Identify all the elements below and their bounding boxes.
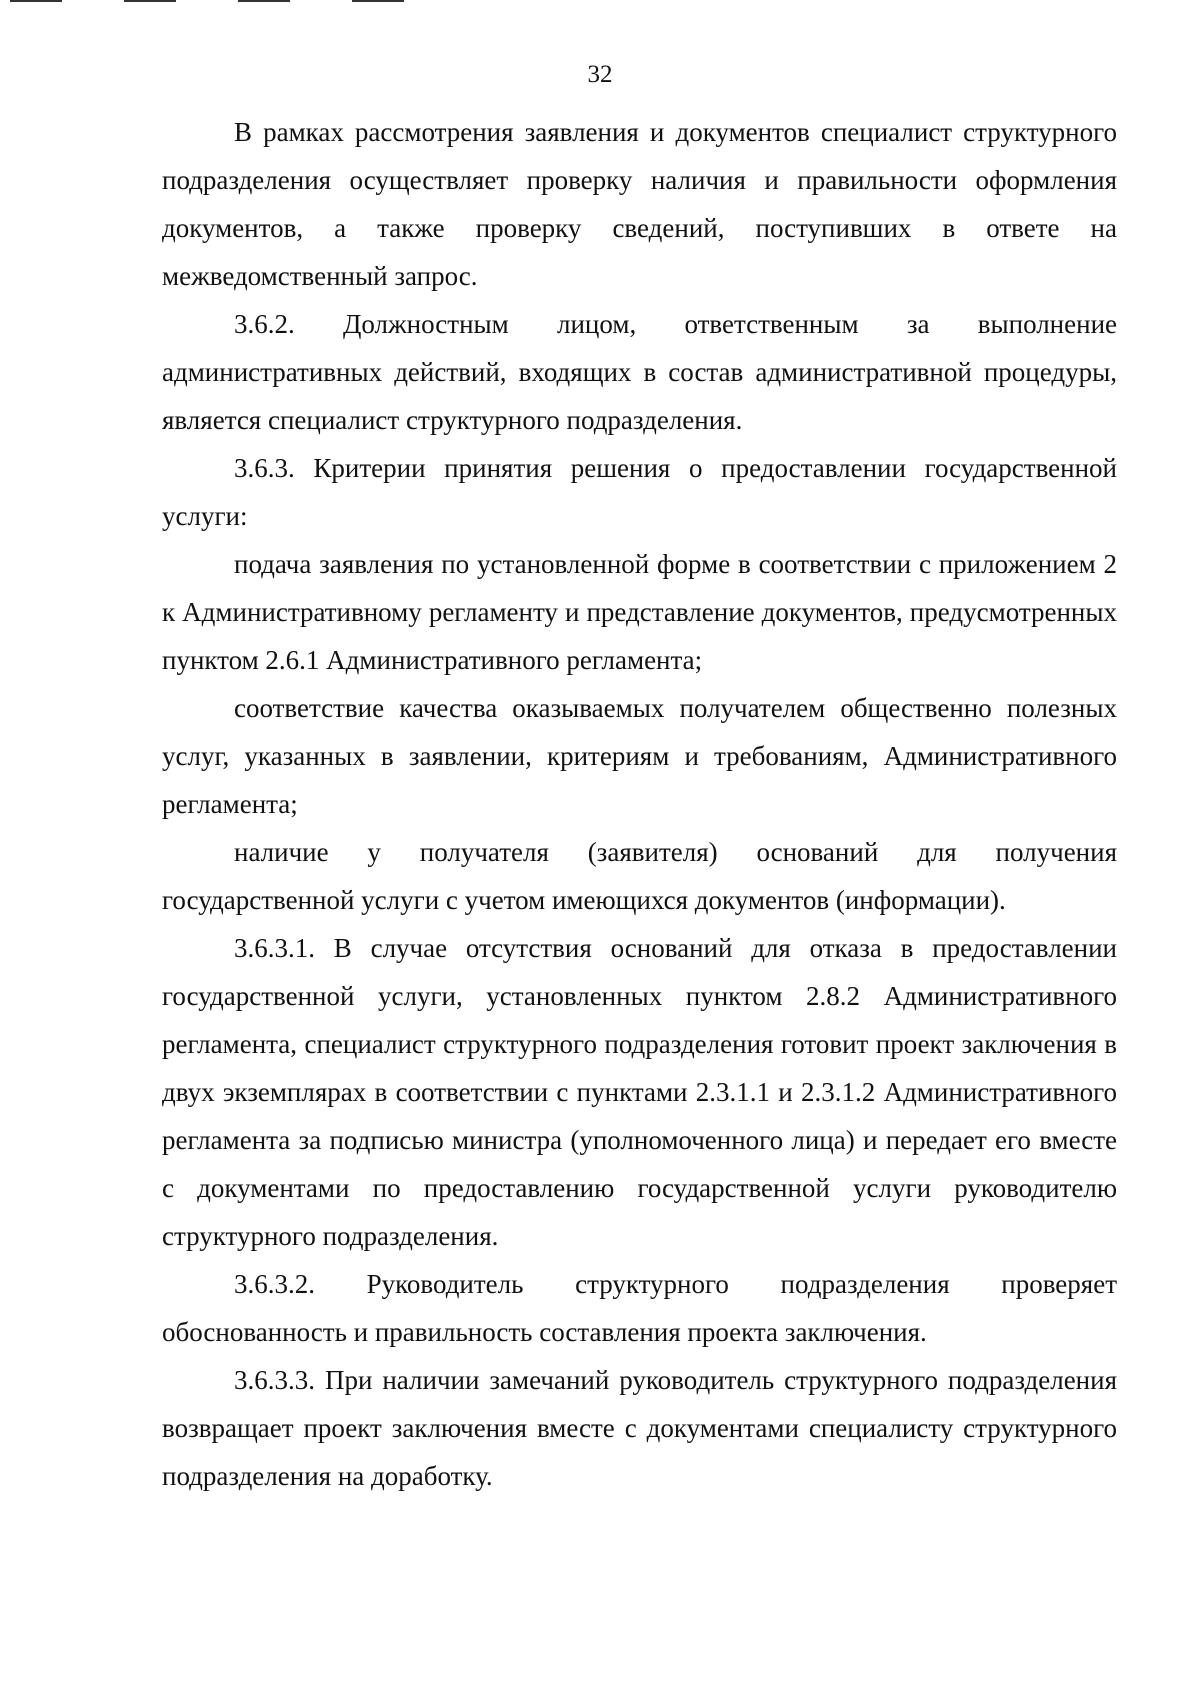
paragraph: 3.6.3.3. При наличии замечаний руководитель структурного подразделения возвращает проект заключения вместе с документами специалисту структурного подразделения на доработку. xyxy=(162,1365,1117,1491)
paragraph: 3.6.3. Критерии принятия решения о предоставлении государственной услуги: xyxy=(162,453,1117,531)
paragraph: соответствие качества оказываемых получателем общественно полезных услуг, указанных в заявлении, критериям и требованиям, Административного регламента; xyxy=(162,693,1117,819)
scan-mark xyxy=(10,0,62,2)
scan-mark xyxy=(352,0,404,2)
scan-mark xyxy=(238,0,290,2)
document-body xyxy=(162,108,1117,1500)
paragraph: подача заявления по установленной форме в соответствии с приложением 2 к Административному регламенту и представление документов, предусмотренных пунктом 2.6.1 Административного регламента; xyxy=(162,549,1117,675)
paragraph: В рамках рассмотрения заявления и документов специалист структурного подразделения осуществляет проверку наличия и правильности оформления документов, а также проверку сведений, поступивших в ответе на межведомственный запрос. xyxy=(162,117,1117,291)
scan-edge-marks xyxy=(0,0,1200,6)
page-number: 32 xyxy=(587,61,613,88)
paragraph: 3.6.2. Должностным лицом, ответственным за выполнение административных действий, входящих в состав административной процедуры, является специалист структурного подразделения. xyxy=(162,309,1117,435)
paragraph: 3.6.3.2. Руководитель структурного подразделения проверяет обоснованность и правильность составления проекта заключения. xyxy=(162,1269,1117,1347)
paragraph: наличие у получателя (заявителя) оснований для получения государственной услуги с учетом имеющихся документов (информации). xyxy=(162,837,1117,915)
scan-mark xyxy=(124,0,176,2)
paragraph: 3.6.3.1. В случае отсутствия оснований для отказа в предоставлении государственной услуги, установленных пунктом 2.8.2 Административного регламента, специалист структурного подразделения готовит проект заключения в двух экземплярах в соответствии с пунктами 2.3.1.1 и 2.3.1.2 Административного регламента за подписью министра (уполномоченного лица) и передает его вместе с документами по предоставлению государственной услуги руководителю структурного подразделения. xyxy=(162,933,1117,1251)
